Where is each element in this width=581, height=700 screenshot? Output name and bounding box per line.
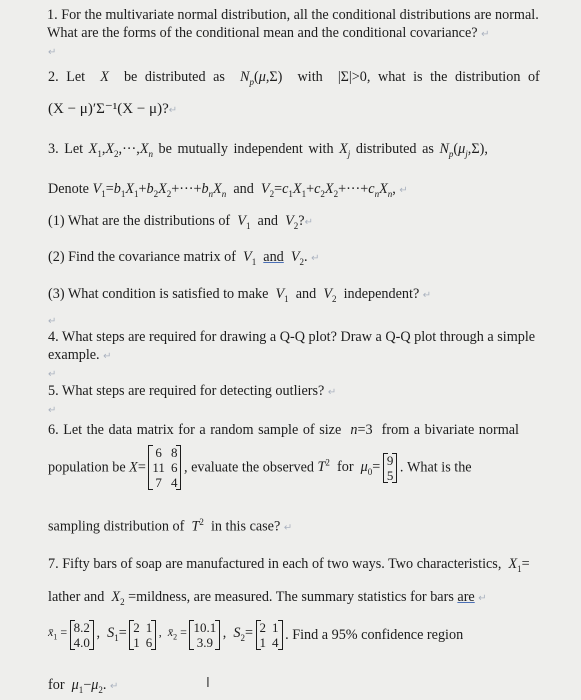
xbar1-vector: 8.2 4.0 xyxy=(71,620,93,650)
q1-line1: 1. For the multivariate normal distribution, all the conditional distributions are normal. xyxy=(47,7,539,23)
q6-line2: population be X= 6 8 11 6 7 4 , evaluate the observed $T^2$ for $\mu_0=$ 9 5 . What is the xyxy=(48,445,472,490)
q1-line2: What are the forms of the conditional mean and the conditional covariance? ↵ xyxy=(47,25,490,41)
return-mark-icon: ↵ xyxy=(48,405,57,416)
q3-denote: Denote $V_1=b_1X_1+b_2X_2+\cdot\cdot\cdot+b_nX_n$ and $V_2=c_1X_1+c_2X_2+\cdot\cdot\cdot+c_nX_n$, ↵ xyxy=(48,181,408,199)
return-mark-icon: ↵ xyxy=(422,290,432,301)
S2-matrix: 2 1 1 4 xyxy=(257,620,282,650)
mu0-vector: 9 5 xyxy=(384,453,397,483)
return-mark-icon: ↵ xyxy=(327,387,337,398)
return-mark-icon: ↵ xyxy=(283,522,293,534)
q3-part2: (2) Find the covariance matrix of $V_1$ and $V_2$. ↵ xyxy=(48,249,320,267)
q3-part1: (1) What are the distributions of $V_1$ and $V_2?↵$ xyxy=(48,213,313,231)
return-mark-icon: ↵ xyxy=(103,351,112,362)
return-mark-icon: ↵ xyxy=(481,29,490,40)
q5-line1: 5. What steps are required for detecting outliers? ↵ xyxy=(48,383,337,399)
q7-line2: lather and $X_2$ =mildness, are measured. The summary statistics for bars are ↵ xyxy=(48,589,487,607)
q4-line1: 4. What steps are required for drawing a Q-Q plot? Draw a Q-Q plot through a simple xyxy=(48,329,536,345)
return-mark-icon: ↵ xyxy=(311,253,320,264)
return-mark-icon: ↵ xyxy=(168,105,178,116)
return-mark-icon: ↵ xyxy=(304,217,313,228)
return-mark-icon: ↵ xyxy=(110,681,119,692)
return-mark-icon: ↵ xyxy=(48,316,57,327)
return-mark-icon: ↵ xyxy=(399,185,408,196)
q3-part3: (3) What condition is satisfied to make $V_1$ and $V_2$ independent? ↵ xyxy=(48,286,432,304)
q3-intro: 3. Let $X_1,X_2,\cdot\cdot\cdot,X_n$ be mutually independent with $X_j$ distributed as $N_p(\mu_j,\Sigma)$, xyxy=(48,141,488,159)
q4-line2: example. ↵ xyxy=(48,347,112,363)
blank-line xyxy=(48,42,56,62)
text-cursor-icon: I xyxy=(206,676,210,691)
q7-line3: $x̄_1$ = 8.2 4.0 , $S_1=$ 2 1 1 6 , $x̄_2$ = 10.1 3.9 , $S_2=$ 2 1 1 4 . Find a 95% confidence region xyxy=(48,620,464,650)
return-mark-icon: ↵ xyxy=(48,369,57,380)
q6-line3: sampling distribution of $T^2$ in this case? ↵ xyxy=(48,517,293,535)
q6-line1: 6. Let the data matrix for a random sample of size n=3 from a bivariate normal xyxy=(48,422,519,438)
S1-matrix: 2 1 1 6 xyxy=(130,620,155,650)
q2-expression: (X − μ)′Σ⁻¹(X − μ)?↵ xyxy=(48,101,178,117)
data-matrix-X: 6 8 11 6 7 4 xyxy=(149,445,180,490)
blank-line xyxy=(48,400,56,420)
q2-line1: 2. Let X be distributed as $N_p(\mu,\Sigma)$ with |Σ|>0, what is the distribution of xyxy=(48,69,540,87)
xbar2-vector: 10.1 3.9 xyxy=(190,620,219,650)
blank-line xyxy=(48,364,56,384)
return-mark-icon: ↵ xyxy=(48,47,57,58)
return-mark-icon: ↵ xyxy=(478,593,487,604)
q7-line1: 7. Fifty bars of soap are manufactured in each of two ways. Two characteristics, $X_1=$ xyxy=(48,556,530,574)
q7-line4: for $\mu_1-\mu_2$. ↵ xyxy=(48,677,119,695)
